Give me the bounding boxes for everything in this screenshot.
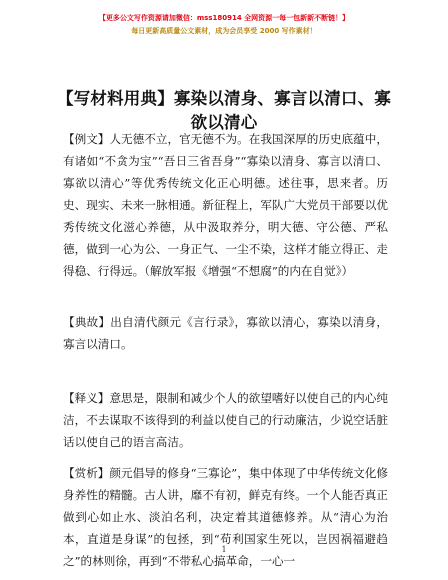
paragraph-text: 意思是，限制和减少个人的欲望嗜好以使自己的内心纯洁，不去谋取不该得到的利益以使自己的行动廉洁，少说空话脏话以使自己的语言高洁。	[63, 391, 388, 449]
paragraph-allusion	[63, 311, 388, 355]
paragraph-label: 【释义】	[63, 391, 110, 405]
paragraph-interpretation	[63, 387, 388, 453]
paragraph-text: 人无德不立，官无德不为。在我国深厚的历史底蕴中，有诸如“不贪为宝”“吾日三省吾身”“寡染以清身、寡言以清口、寡欲以清心”等优秀传统文化正心明德。述往事，思来者。历史、现实、未来一脉相通。新征程上，军队广大党员干部要以优秀传统文化滋心养德，从中汲取养分，明大德、守公德、严私德，做到一心为公、一身正气、一尘不染，这样才能立得正、走得稳、行得远。（解放军报《增强“不想腐”的内在自觉》）	[63, 132, 388, 278]
promo-banner-line-2: 每日更新高质量公文素材，成为会员享受 2000 写作素材！	[131, 27, 317, 35]
page-number: 1	[221, 545, 227, 554]
paragraph-appreciation	[63, 462, 388, 572]
document-title-line-2: 欲以清心	[190, 113, 258, 132]
paragraph-text: 颜元倡导的修身“三寡论”，集中体现了中华传统文化修身养性的精髓。古人讲，靡不有初，鲜克有终。一个人能否真正做到心如止水、淡泊名利，决定着其道德修养。从“清心为治本，直道是身谋”的包拯，到“苟利国家生死以，岂因祸福避趋之”的林则徐，再到“不带私心搞革命，一心一	[63, 466, 388, 568]
document-title-line-1: 【写材料用典】寡染以清身、寡言以清口、寡	[57, 89, 391, 108]
paragraph-label: 【赏析】	[63, 466, 110, 480]
paragraph-label: 【例文】	[63, 132, 110, 146]
promo-banner-line-1: 【更多公文写作资源请加微信：mss180914 全网资源一每一包新新不断链！】	[98, 14, 350, 22]
paragraph-label: 【典故】	[63, 315, 111, 329]
paragraph-example	[63, 128, 388, 282]
paragraph-text: 出自清代颜元《言行录》，寡欲以清心，寡染以清身，寡言以清口。	[63, 315, 388, 351]
